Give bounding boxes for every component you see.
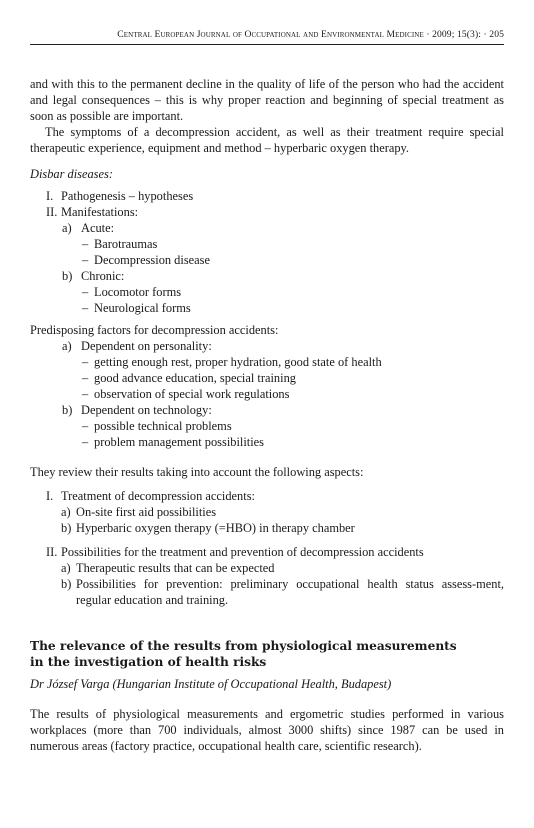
list-item: I. Treatment of decompression accidents: [46,489,255,503]
list-item: II. Possibilities for the treatment and prevention of decompression accidents [46,545,424,559]
list-item: b) Chronic: [62,269,125,283]
list-item: b) Possibilities for prevention: preliminary occupational health status assess-ment, regular education and training. [61,577,504,607]
intro-paragraph-1: and with this to the permanent decline in the quality of life of the person who had the accident and legal consequences – this is why proper reaction and beginning of special treatment as soon as possible are important. [30,77,504,123]
list-item: a) Therapeutic results that can be expected [61,561,275,575]
predisposing-heading: Predisposing factors for decompression accidents: [30,323,279,337]
list-item: a) On-site first aid possibilities [61,505,217,519]
list-item: b) Hyperbaric oxygen therapy (=HBO) in therapy chamber [61,521,355,535]
predisposing-list [30,338,504,450]
list-item: – Decompression disease [82,253,210,267]
section-paragraph: The results of physiological measurements and ergometric studies performed in various workplaces (more than 700 individuals, almost 3000 shifts) since 1987 can be used in numerous areas (factory practice, occupational health care, scientific research). [30,707,504,753]
list-item [30,504,504,536]
list-item: b) Dependent on technology: [62,403,212,417]
list-item: – getting enough rest, proper hydration, good state of health [82,355,382,369]
list-item: – Neurological forms [82,301,191,315]
page-header [30,30,504,45]
section-title-line-2: in the investigation of health risks [30,655,267,669]
list-item: a) Acute: [62,221,115,235]
running-title: Central European Journal of Occupational and Environmental Medicine · 2009; 15(3): · 205 [117,29,504,40]
list-item: – possible technical problems [82,419,232,433]
list-item: a) Dependent on personality: [62,339,212,353]
list-item [30,560,504,608]
list-item: – Locomotor forms [82,285,182,299]
list-item: – Barotraumas [82,237,158,251]
list-item: I. Pathogenesis – hypotheses [46,189,194,203]
disbar-list [30,188,504,316]
author-line: Dr József Varga (Hungarian Institute of Occupational Health, Budapest) [30,677,392,691]
intro-paragraph-2: The symptoms of a decompression accident, as well as their treatment require special therapeutic experience, equipment and method – hyperbaric oxygen therapy. [30,125,504,155]
list-item: – observation of special work regulations [82,387,290,401]
list-item: – good advance education, special training [82,371,296,385]
list-item: – problem management possibilities [82,435,264,449]
article-body [30,76,504,754]
list-item: II. Manifestations: [46,205,139,219]
review-list [30,488,504,608]
section-title-line-1: The relevance of the results from physiological measurements [30,639,457,653]
disbar-heading: Disbar diseases: [30,167,113,181]
review-heading: They review their results taking into account the following aspects: [30,465,364,479]
